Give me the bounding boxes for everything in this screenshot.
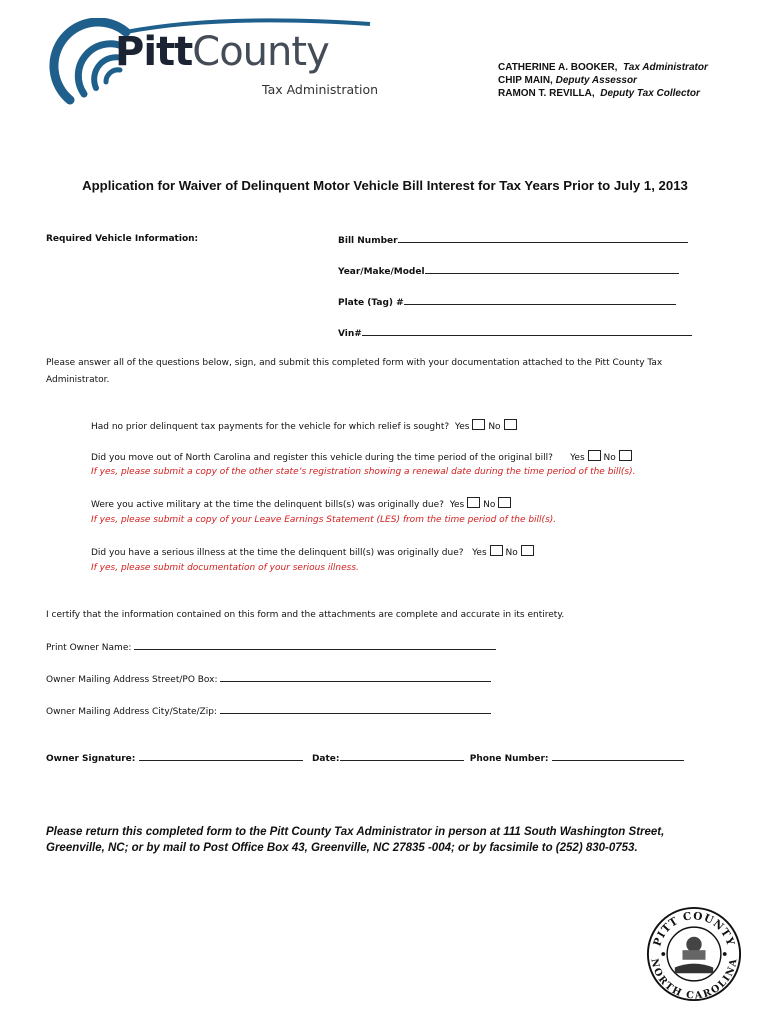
return-instructions-line-2: Greenville, NC; or by mail to Post Office Box 43, Greenville, NC 27835 -004; or by facsimile to (252) 830-0753. [46,842,638,854]
question-2 [91,450,632,464]
vin-field[interactable] [362,326,692,336]
yes-label: Yes [454,422,470,432]
q1-no-checkbox[interactable] [504,419,517,430]
vin-label: Vin# [338,329,362,339]
staff-title: Tax Administrator [623,62,708,73]
question-4-note: If yes, please submit documentation of your serious illness. [91,563,359,573]
form-title: Application for Waiver of Delinquent Motor Vehicle Bill Interest for Tax Years Prior to July 1, 2013 [82,178,688,193]
print-owner-name-label: Print Owner Name: [46,643,132,653]
staff-row [498,74,708,87]
question-1 [91,419,517,433]
print-owner-name-row [46,640,496,654]
year-make-model-field[interactable] [425,264,679,274]
question-1-text: Had no prior delinquent tax payments for the vehicle for which relief is sought? [91,422,450,432]
question-4 [91,545,534,559]
question-3-note: If yes, please submit a copy of your Leave Earnings Statement (LES) from the time period of the bill(s). [91,515,557,525]
yes-label: Yes [449,500,465,510]
year-make-model-row [338,264,679,278]
q3-no-checkbox[interactable] [498,497,511,508]
year-make-model-label: Year/Make/Model [338,267,425,277]
owner-signature-label: Owner Signature: [46,754,136,764]
q3-yes-checkbox[interactable] [467,497,480,508]
mailing-street-label: Owner Mailing Address Street/PO Box: [46,675,218,685]
q1-yes-checkbox[interactable] [472,419,485,430]
question-2-note: If yes, please submit a copy of the other state’s registration showing a renewal date during the time period of the bill(s). [91,467,636,477]
staff-name: RAMON T. REVILLA, [498,88,595,99]
plate-field[interactable] [404,295,676,305]
phone-number-field[interactable] [552,751,684,761]
vin-row [338,326,692,340]
question-2-text: Did you move out of North Carolina and register this vehicle during the time period of the original bill? [91,453,553,463]
mailing-city-row [46,704,491,718]
no-label: No [483,500,496,510]
yes-label: Yes [570,453,585,463]
logo-county: County [192,29,329,75]
staff-row [498,87,708,100]
bill-number-label: Bill Number [338,236,398,246]
vehicle-section-label: Required Vehicle Information: [46,234,199,244]
bill-number-row [338,233,688,247]
logo-pitt: Pitt [115,29,193,75]
no-label: No [505,548,518,558]
county-seal-icon [646,906,742,1002]
return-instructions-line-1: Please return this completed form to the Pitt County Tax Administrator in person at 111 South Washington Street, [46,826,665,838]
bill-number-field[interactable] [398,233,688,243]
no-label: No [488,422,501,432]
staff-title: Deputy Tax Collector [600,88,700,99]
logo-wordmark [115,30,329,74]
instructions-line-1: Please answer all of the questions below, sign, and submit this completed form with your documentation attached to the Pitt County Tax [46,358,663,368]
logo-subtitle: Tax Administration [262,82,379,97]
owner-signature-field[interactable] [139,751,303,761]
question-4-text: Did you have a serious illness at the time the delinquent bill(s) was originally due? [91,548,464,558]
instructions-line-2: Administrator. [46,375,110,385]
q2-yes-checkbox[interactable] [588,450,601,461]
signature-row [46,751,684,765]
certification-statement: I certify that the information contained on this form and the attachments are complete and accurate in its entirety. [46,610,565,620]
date-label: Date: [311,754,340,764]
mailing-street-field[interactable] [220,672,491,682]
mailing-city-label: Owner Mailing Address City/State/Zip: [46,707,217,717]
mailing-street-row [46,672,491,686]
question-3 [91,497,511,511]
q2-no-checkbox[interactable] [619,450,632,461]
plate-row [338,295,676,309]
staff-title: Deputy Assessor [555,75,637,86]
staff-row [498,61,708,74]
date-field[interactable] [340,751,464,761]
staff-name: CATHERINE A. BOOKER, [498,62,618,73]
return-instructions [46,824,736,856]
plate-label: Plate (Tag) # [338,298,404,308]
seal-top-text: PITT COUNTY [651,910,737,948]
q4-yes-checkbox[interactable] [490,545,503,556]
mailing-city-field[interactable] [220,704,491,714]
yes-label: Yes [472,548,487,558]
staff-name: CHIP MAIN, [498,75,553,86]
no-label: No [603,453,616,463]
question-3-text: Were you active military at the time the delinquent bills(s) was originally due? [91,500,444,510]
phone-number-label: Phone Number: [469,754,549,764]
seal-bottom-text: NORTH CAROLINA [648,957,740,1002]
q4-no-checkbox[interactable] [521,545,534,556]
print-owner-name-field[interactable] [134,640,496,650]
staff-list [498,61,708,100]
